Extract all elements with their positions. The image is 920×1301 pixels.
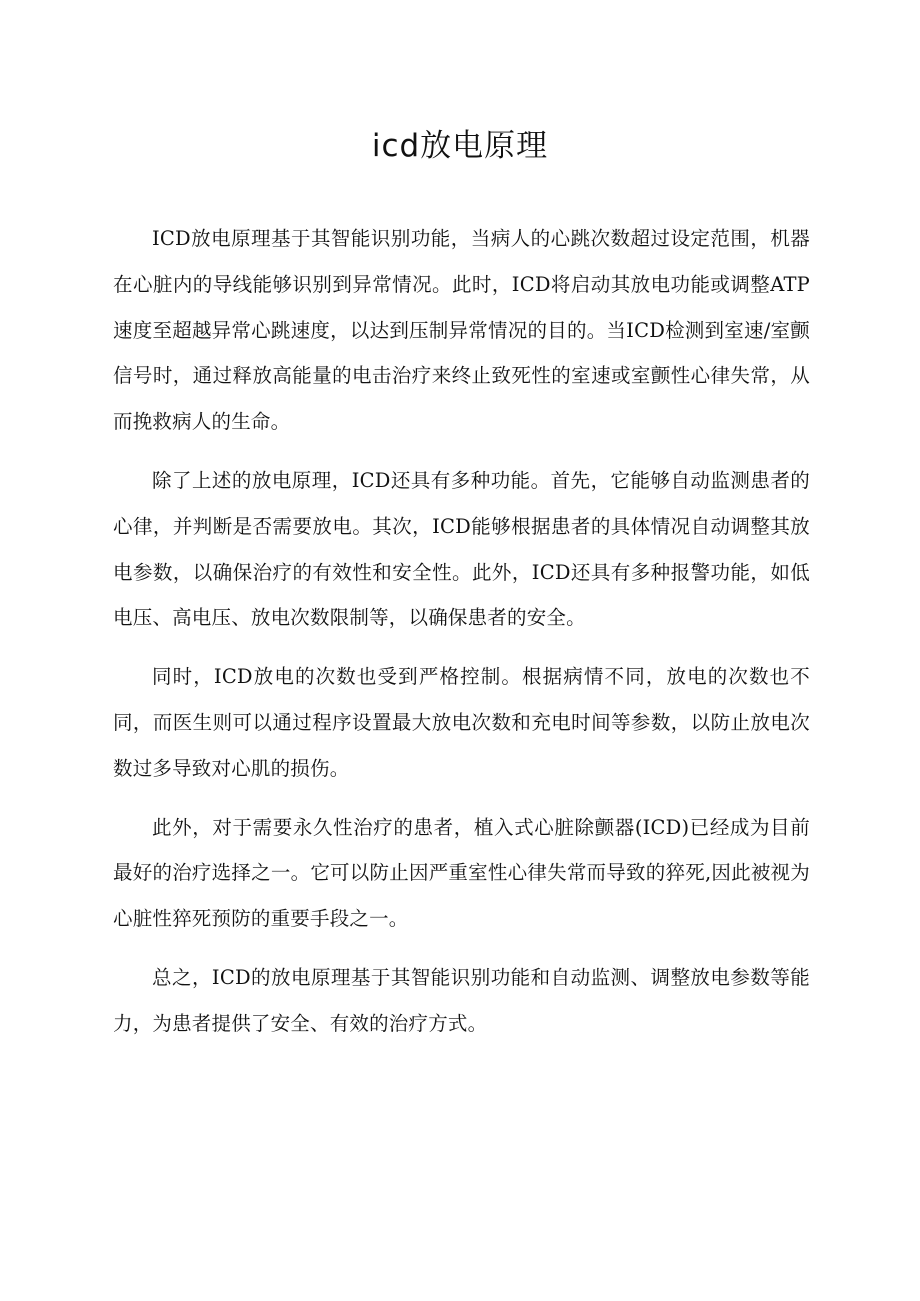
paragraph-2: 除了上述的放电原理，ICD还具有多种功能。首先，它能够自动监测患者的心律，并判断是否需要放电。其次，ICD能够根据患者的具体情况自动调整其放电参数，以确保治疗的有效性和安全性。此外，ICD还具有多种报警功能，如低电压、高电压、放电次数限制等，以确保患者的安全。 — [113, 468, 810, 630]
document-title: icd放电原理 — [371, 128, 549, 164]
document-body — [113, 216, 810, 1060]
paragraph-5: 总之，ICD的放电原理基于其智能识别功能和自动监测、调整放电参数等能力，为患者提供了安全、有效的治疗方式。 — [113, 965, 810, 1035]
paragraph-1: ICD放电原理基于其智能识别功能，当病人的心跳次数超过设定范围，机器在心脏内的导线能够识别到异常情况。此时，ICD将启动其放电功能或调整ATP速度至超越异常心跳速度，以达到压制异常情况的目的。当ICD检测到室速/室颤信号时，通过释放高能量的电击治疗来终止致死性的室速或室颤性心律失常，从而挽救病人的生命。 — [113, 227, 810, 434]
paragraph-4: 此外，对于需要永久性治疗的患者，植入式心脏除颤器(ICD)已经成为目前最好的治疗选择之一。它可以防止因严重室性心律失常而导致的猝死,因此被视为心脏性猝死预防的重要手段之一。 — [113, 815, 810, 931]
paragraph-3: 同时，ICD放电的次数也受到严格控制。根据病情不同，放电的次数也不同，而医生则可以通过程序设置最大放电次数和充电时间等参数，以防止放电次数过多导致对心肌的损伤。 — [113, 665, 810, 780]
